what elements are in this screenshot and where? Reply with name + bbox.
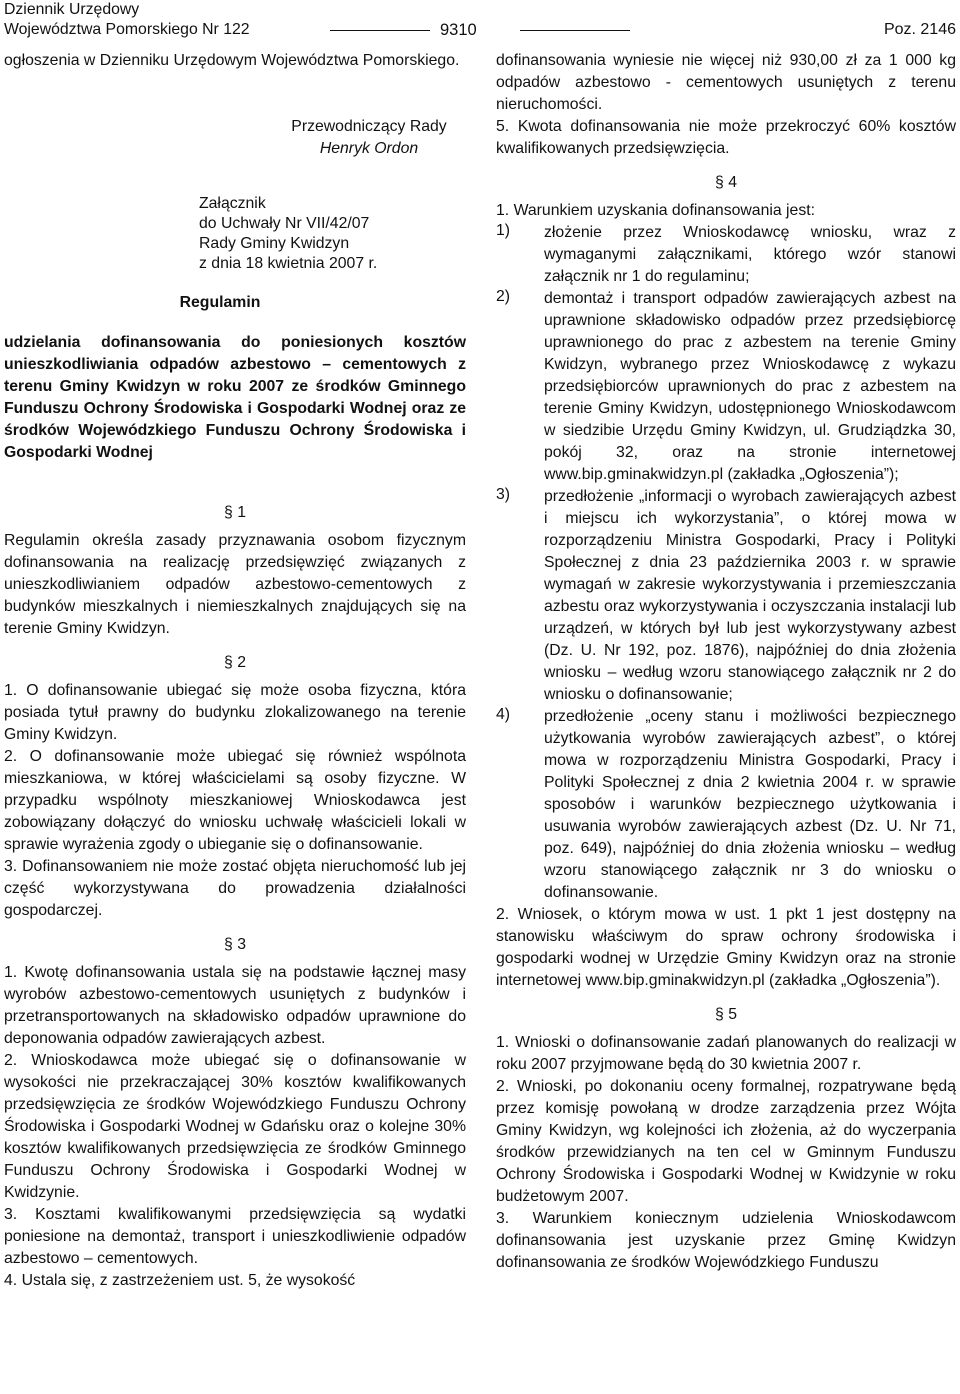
section-text: Regulamin określa zasady przyznawania osobom fizycznym dofinansowania na realizację przedsięwzięć związanych z unieszkodliwianiem odpadów azbestowo-cementowych z budynków mieszkalnych i niemieszkalnych znajdujących się na terenie Gminy Kwidzyn. (4, 532, 466, 637)
journal-title (4, 0, 250, 40)
left-column (4, 50, 466, 1292)
position-number: Poz. 2146 (883, 21, 956, 38)
page-header (0, 0, 960, 40)
attachment-block (199, 194, 466, 274)
section-heading: § 1 (224, 504, 246, 521)
attachment-line: z dnia 18 kwietnia 2007 r. (199, 255, 378, 272)
signature-block (274, 116, 464, 160)
doc-title: Regulamin (179, 294, 261, 311)
list-text: złożenie przez Wnioskodawcę wniosku, wraz z wymaganymi załącznikami, którego wzór stanowi załącznik nr 1 do regulaminu; (544, 224, 956, 285)
section-heading: § 3 (224, 936, 246, 953)
paragraph: 1. Kwotę dofinansowania ustala się na podstawie łącznej masy wyrobów azbestowo-cementowych usuniętych z budynków i przetransportowanych na składowisko odpadów uprawnione do deponowania odpadów zawierających azbest. (4, 964, 466, 1047)
list-item (496, 222, 956, 288)
list-text: przedłożenie „oceny stanu i możliwości bezpiecznego użytkowania wyrobów zawierających azbest”, o której mowa w rozporządzeniu Ministra Gospodarki, Pracy i Polityki Społecznej z dnia 2 kwietnia 2004 r. w sprawie sposobów i warunków bezpiecznego użytkowania i usuwania wyrobów zawierających azbest (Dz. U. Nr 71, poz. 649), najpóźniej do dnia złożenia wniosku – według wzoru stanowiącego załącznik nr 3 do wniosku o dofinansowanie. (544, 708, 956, 901)
intro-text: ogłoszenia w Dzienniku Urzędowym Województwa Pomorskiego. (4, 52, 460, 69)
paragraph: 2. Wnioskodawca może ubiegać się o dofinansowanie w wysokości nie przekraczającej 30% kosztów kwalifikowanych przedsięwzięcia ze środków Wojewódzkiego Funduszu Ochrony Środowiska i Gospodarki Wodnej w Gdańsku oraz o kolejne 30% kosztów kwalifikowanych przedsięwzięcia ze środków Gminnego Funduszu Ochrony Środowiska i Gospodarki Wodnej w Kwidzynie. (4, 1052, 466, 1201)
attachment-line: do Uchwały Nr VII/42/07 (199, 215, 370, 232)
paragraph: 2. Wnioski, po dokonaniu oceny formalnej, rozpatrywane będą przez komisję powołaną w drodze zarządzenia przez Wójta Gminy Kwidzyn, wg kolejności ich złożenia, aż do wyczerpania środków przewidzianych na ten cel w Gminnym Funduszu Ochrony Środowiska i Gospodarki Wodnej w Kwidzynie w roku budżetowym 2007. (496, 1078, 956, 1205)
paragraph: 4. Ustala się, z zastrzeżeniem ust. 5, że wysokość (4, 1272, 356, 1289)
list-text: demontaż i transport odpadów zawierających azbest na uprawnione składowisko odpadów przez przedsiębiorcę uprawnionego do prac z azbestem na terenie Gminy Kwidzyn, wybranego przez Wnioskodawcę z wykazu przedsiębiorców uprawnionych do prac z azbestem na terenie Gminy Kwidzyn, udostępnionego Wnioskodawcom w siedzibie Urzędu Gminy Kwidzyn, ul. Grudziądzka 30, pokój 32, oraz na stronie internetowej www.bip.gminakwidzyn.pl (zakładka „Ogłoszenia”); (544, 290, 956, 483)
journal-line1: Dziennik Urzędowy (4, 1, 140, 18)
continuation-text: dofinansowania wyniesie nie więcej niż 930,00 zł za 1 000 kg odpadów azbestowo - cementowych usuniętych z terenu nieruchomości. (496, 52, 956, 113)
signature-name: Henryk Ordon (319, 140, 419, 157)
attachment-line: Rady Gminy Kwidzyn (199, 235, 350, 252)
list-item (496, 288, 956, 486)
section-heading: § 4 (715, 174, 737, 191)
journal-line2: Województwa Pomorskiego Nr 122 (4, 21, 250, 38)
section-heading: § 5 (715, 1006, 737, 1023)
paragraph: 5. Kwota dofinansowania nie może przekroczyć 60% kosztów kwalifikowanych przedsięwzięcia. (496, 118, 956, 157)
attachment-line: Załącznik (199, 195, 266, 212)
paragraph: 3. Dofinansowaniem nie może zostać objęta nieruchomość lub jej część wykorzystywana do prowadzenia działalności gospodarczej. (4, 858, 466, 919)
list-number: 2) (496, 288, 511, 305)
paragraph: 1. Wnioski o dofinansowanie zadań planowanych do realizacji w roku 2007 przyjmowane będą do 30 kwietnia 2007 r. (496, 1034, 956, 1073)
right-column (496, 50, 956, 1274)
paragraph: 2. Wniosek, o którym mowa w ust. 1 pkt 1 jest dostępny na stanowisku właściwym do spraw ochrony środowiska i gospodarki wodnej w Urzędzie Gminy Kwidzyn oraz na stronie internetowej www.bip.gminakwidzyn.pl (zakładka „Ogłoszenia”). (496, 906, 956, 989)
list-item (496, 486, 956, 706)
list-text: przedłożenie „informacji o wyrobach zawierających azbest i miejscu ich wykorzystania”, o której mowa w rozporządzeniu Ministra Gospodarki, Pracy i Polityki Społecznej z dnia 23 października 2003 r. w sprawie wymagań w zakresie wykorzystywania i przemieszczania azbestu oraz wykorzystywania i oczyszczania instalacji lub urządzeń, w których był lub jest wykorzystywany azbest (Dz. U. Nr 192, poz. 1876), najpóźniej do dnia złożenia wniosku – według wzoru stanowiącego załącznik nr 2 do wniosku o dofinansowanie; (544, 488, 956, 703)
header-rule-left (330, 30, 430, 31)
paragraph: 2. O dofinansowanie może ubiegać się również wspólnota mieszkaniowa, w której właścicielami są osoby fizyczne. W przypadku wspólnoty mieszkaniowej Wnioskodawca jest zobowiązany dołączyć do wniosku uchwałę właścicieli lokali w sprawie wyrażenia zgody o ubieganie się o dofinansowanie. (4, 748, 466, 853)
list-number: 4) (496, 706, 511, 723)
list-number: 3) (496, 486, 511, 503)
list-number: 1) (496, 222, 511, 239)
page-number: 9310 (440, 21, 477, 39)
paragraph: 3. Warunkiem koniecznym udzielenia Wnioskodawcom dofinansowania jest uzyskanie przez Gminę Kwidzyn dofinansowania ze środków Wojewódzkiego Funduszu (496, 1210, 956, 1271)
header-rule-right (520, 30, 630, 31)
signature-title: Przewodniczący Rady (291, 118, 447, 135)
doc-subtitle: udzielania dofinansowania do poniesionych kosztów unieszkodliwiania odpadów azbestowo – cementowych z terenu Gminy Kwidzyn w roku 2007 ze środków Gminnego Funduszu Ochrony Środowiska i Gospodarki Wodnej oraz ze środków Wojewódzkiego Funduszu Ochrony Środowiska i Gospodarki Wodnej (4, 334, 466, 461)
section-heading: § 2 (224, 654, 246, 671)
paragraph: 1. Warunkiem uzyskania dofinansowania jest: (496, 202, 816, 219)
paragraph: 1. O dofinansowanie ubiegać się może osoba fizyczna, która posiada tytuł prawny do budynku zlokalizowanego na terenie Gminy Kwidzyn. (4, 682, 466, 743)
list-item (496, 706, 956, 904)
paragraph: 3. Kosztami kwalifikowanymi przedsięwzięcia są wydatki poniesione na demontaż, transport i unieszkodliwienie odpadów azbestowo – cementowych. (4, 1206, 466, 1267)
